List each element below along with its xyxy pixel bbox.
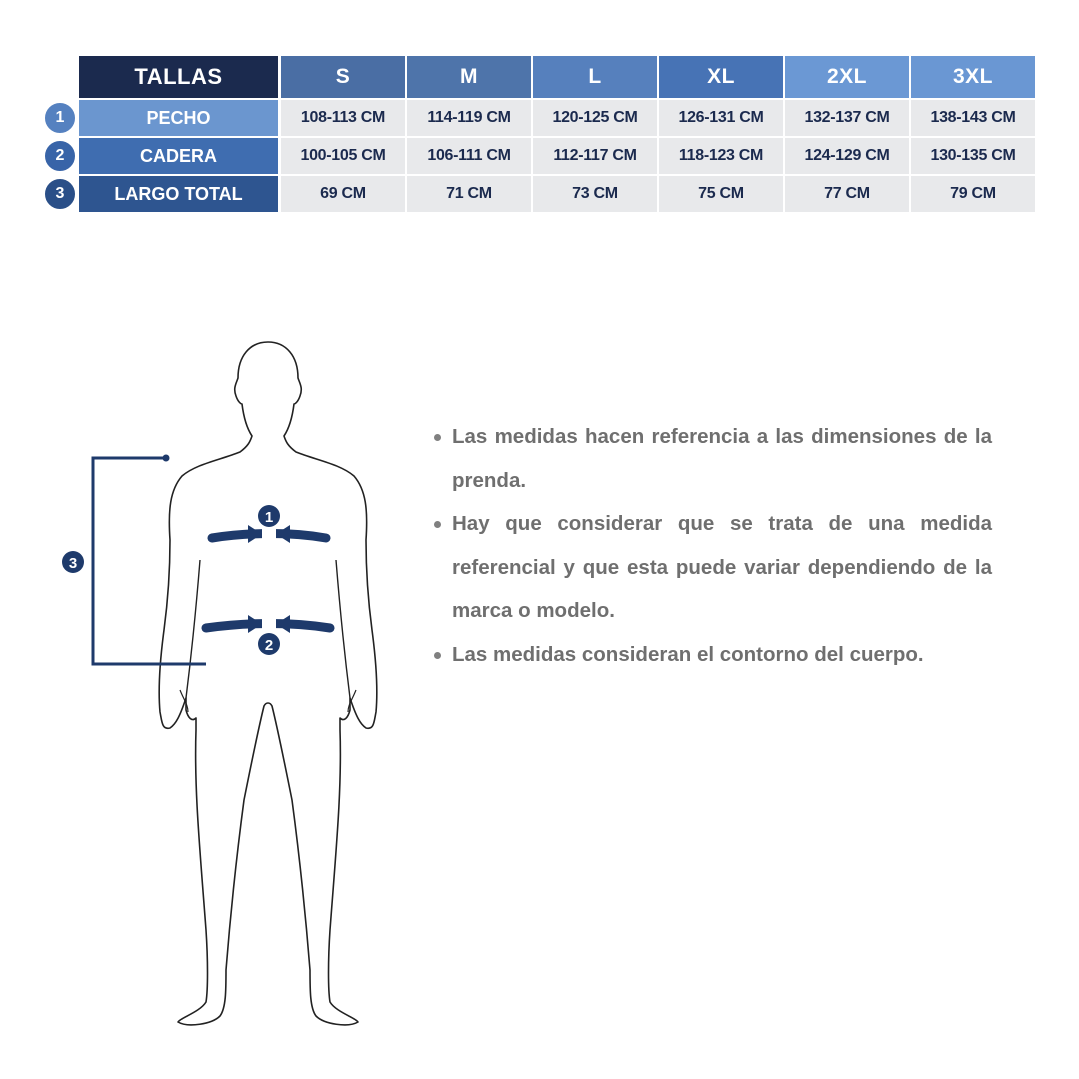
row-label-pecho: PECHO <box>79 100 278 136</box>
table-cell: 114-119 CM <box>407 100 531 136</box>
left-arm-inner-line <box>186 560 200 698</box>
marker-3-label: 3 <box>68 555 78 572</box>
note-item <box>430 415 992 502</box>
table-cell: 112-117 CM <box>533 138 657 174</box>
body-outline <box>159 342 377 1025</box>
header-size-2xl: 2XL <box>785 56 909 98</box>
table-cell: 79 CM <box>911 176 1035 212</box>
table-cell: 132-137 CM <box>785 100 909 136</box>
marker-1-label: 1 <box>264 509 274 526</box>
header-size-3xl: 3XL <box>911 56 1035 98</box>
table-cell: 124-129 CM <box>785 138 909 174</box>
hip-arrow-gap <box>262 618 276 630</box>
table-cell: 108-113 CM <box>281 100 405 136</box>
size-chart-table <box>0 0 1079 230</box>
row-label-largo-total: LARGO TOTAL <box>79 176 278 212</box>
chest-arrow-left <box>248 525 262 543</box>
length-bracket-line <box>93 458 206 664</box>
note-text: Hay que considerar que se trata de una medida referencial y que esta puede variar dependiendo de la marca o modelo. <box>452 512 992 622</box>
bracket-end-dot <box>163 455 170 462</box>
table-cell: 69 CM <box>281 176 405 212</box>
table-cell: 120-125 CM <box>533 100 657 136</box>
row-number-badge: 2 <box>43 139 77 173</box>
row-number-badge: 3 <box>43 177 77 211</box>
header-size-s: S <box>281 56 405 98</box>
table-cell: 71 CM <box>407 176 531 212</box>
note-item <box>430 502 992 633</box>
bullet-icon <box>434 434 441 441</box>
table-cell: 73 CM <box>533 176 657 212</box>
marker-2-label: 2 <box>264 637 274 654</box>
table-cell: 77 CM <box>785 176 909 212</box>
row-number-badge: 1 <box>43 101 77 135</box>
measurement-notes <box>430 415 992 676</box>
hip-arrow-right <box>276 615 290 633</box>
table-cell: 106-111 CM <box>407 138 531 174</box>
hip-arrow-left <box>248 615 262 633</box>
table-cell: 126-131 CM <box>659 100 783 136</box>
header-size-m: M <box>407 56 531 98</box>
note-text: Las medidas hacen referencia a las dimensiones de la prenda. <box>452 425 992 492</box>
bullet-icon <box>434 652 441 659</box>
table-cell: 138-143 CM <box>911 100 1035 136</box>
header-size-xl: XL <box>659 56 783 98</box>
header-tallas: TALLAS <box>79 56 278 98</box>
chest-arrow-gap <box>262 528 276 540</box>
note-text: Las medidas consideran el contorno del cuerpo. <box>452 642 924 666</box>
table-cell: 100-105 CM <box>281 138 405 174</box>
chest-arrow-right <box>276 525 290 543</box>
table-cell: 118-123 CM <box>659 138 783 174</box>
bullet-icon <box>434 521 441 528</box>
right-arm-inner-line <box>336 560 350 698</box>
table-cell: 130-135 CM <box>911 138 1035 174</box>
body-outline-figure <box>0 300 430 1079</box>
row-label-cadera: CADERA <box>79 138 278 174</box>
header-size-l: L <box>533 56 657 98</box>
note-item <box>430 633 992 677</box>
table-cell: 75 CM <box>659 176 783 212</box>
